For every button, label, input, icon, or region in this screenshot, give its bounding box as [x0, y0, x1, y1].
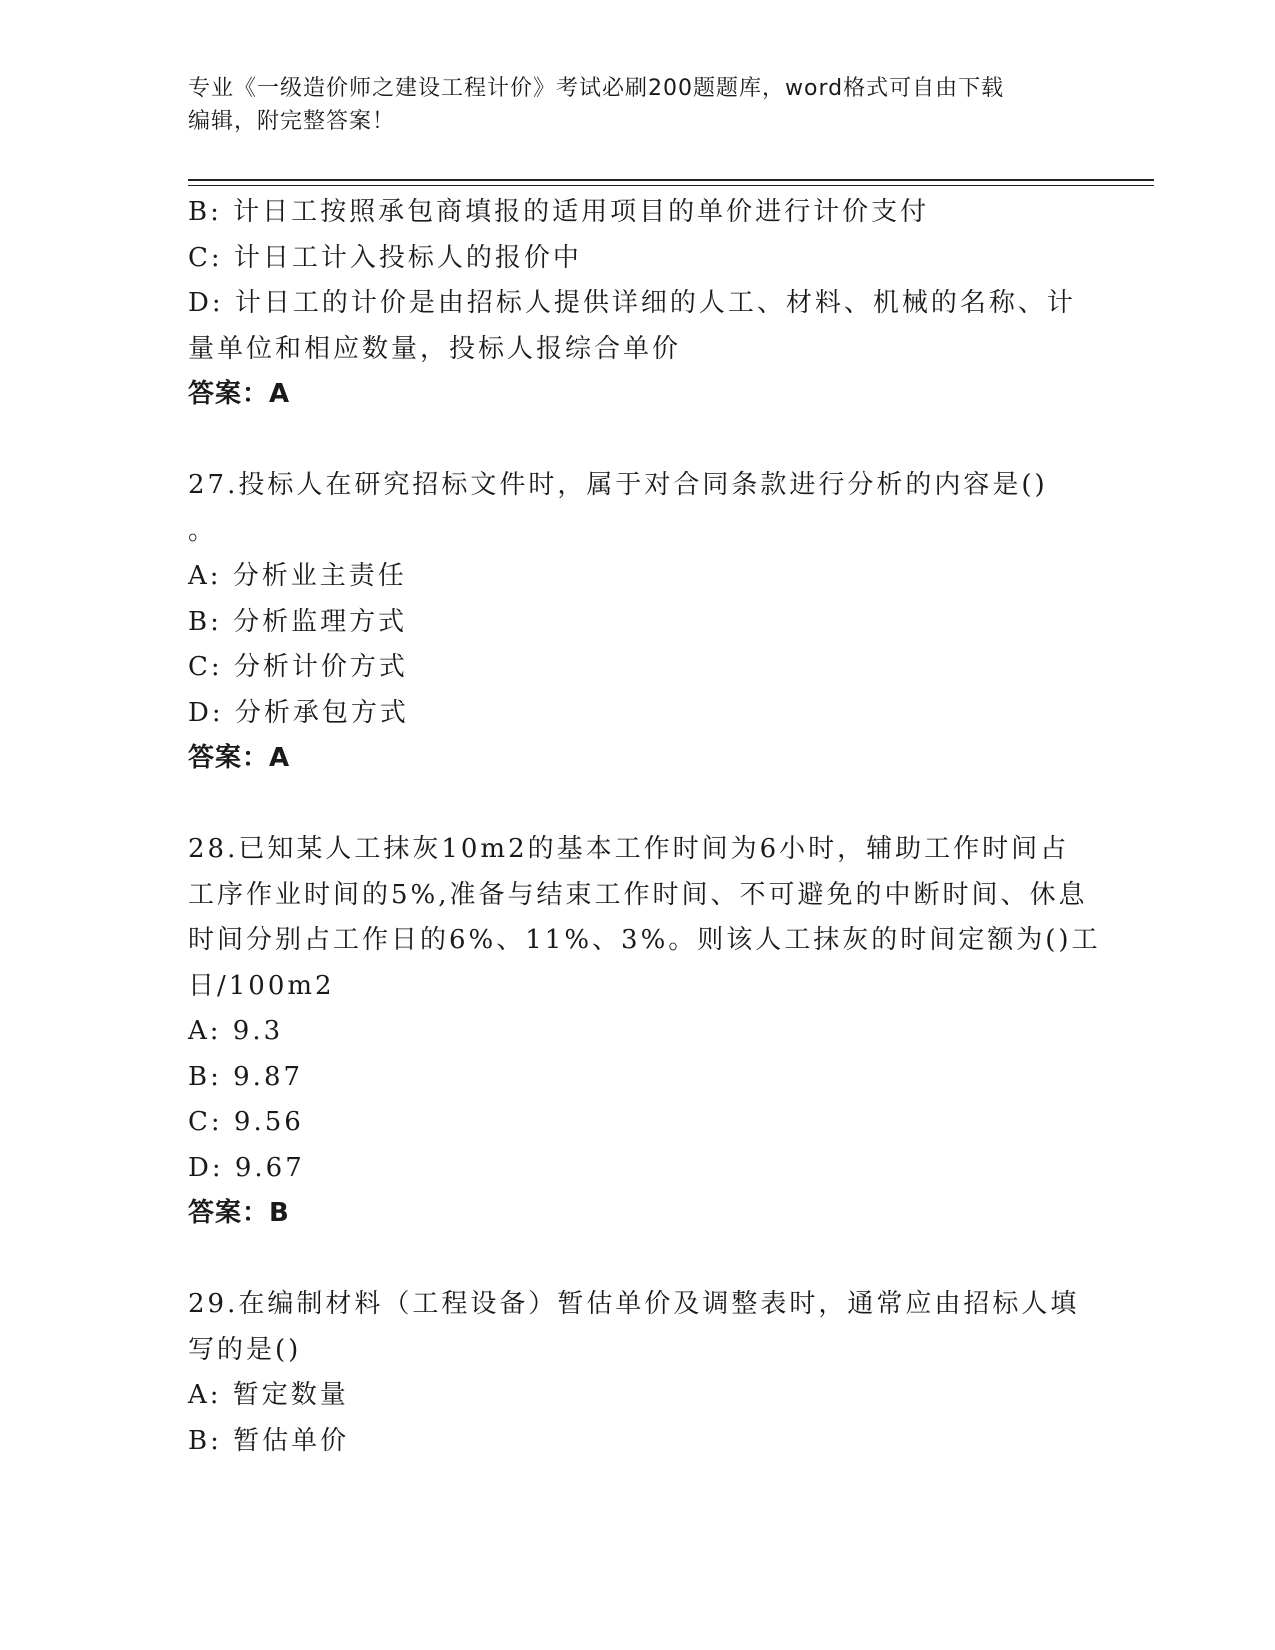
q28-option-d: D: 9.67 — [188, 1152, 305, 1183]
question-28 — [188, 827, 1101, 1237]
q27-option-b: B: 分析监理方式 — [188, 606, 408, 637]
q28-stem-line-4: 日/100m2 — [188, 970, 335, 1001]
q26-answer: 答案：A — [188, 379, 291, 409]
q28-stem-line-3: 时间分别占工作日的6%、11%、3%。则该人工抹灰的时间定额为()工 — [188, 925, 1101, 955]
q28-stem-line-2: 工序作业时间的5%,准备与结束工作时间、不可避免的中断时间、休息 — [188, 879, 1088, 910]
q27-option-d: D: 分析承包方式 — [188, 697, 409, 728]
q29-stem-line-1: 29.在编制材料（工程设备）暂估单价及调整表时，通常应由招标人填 — [188, 1289, 1080, 1319]
q29-option-b: B: 暂估单价 — [188, 1425, 350, 1456]
header-rule-thin — [188, 185, 1154, 186]
header-rule-thick — [188, 179, 1154, 181]
q26-option-d-line-1: D: 计日工的计价是由招标人提供详细的人工、材料、机械的名称、计 — [188, 288, 1076, 318]
q27-option-c: C: 分析计价方式 — [188, 652, 408, 682]
q27-stem-line-2: 。 — [188, 515, 218, 546]
header-line-2: 编辑，附完整答案！ — [188, 109, 396, 134]
q28-option-b: B: 9.87 — [188, 1061, 304, 1092]
q28-stem-line-1: 28.已知某人工抹灰10m2的基本工作时间为6小时，辅助工作时间占 — [188, 834, 1070, 864]
question-list — [188, 190, 1101, 1464]
q27-stem-line-1: 27.投标人在研究招标文件时，属于对合同条款进行分析的内容是() — [188, 470, 1048, 500]
q26-option-c: C: 计日工计入投标人的报价中 — [188, 242, 582, 273]
spacer — [188, 418, 1088, 464]
question-29 — [188, 1282, 1088, 1464]
q28-answer: 答案：B — [188, 1198, 290, 1228]
question-26-tail — [188, 190, 1088, 418]
spacer — [188, 782, 1088, 828]
question-27 — [188, 463, 1088, 782]
header-line-1: 专业《一级造价师之建设工程计价》考试必刷200题题库，word格式可自由下载 — [188, 76, 1005, 101]
q27-answer: 答案：A — [188, 743, 291, 773]
q26-option-b: B: 计日工按照承包商填报的适用项目的单价进行计价支付 — [188, 197, 930, 227]
q29-option-a: A: 暂定数量 — [188, 1380, 349, 1410]
q26-option-d-line-2: 量单位和相应数量，投标人报综合单价 — [188, 333, 682, 364]
q29-stem-line-2: 写的是() — [188, 1334, 302, 1365]
spacer — [188, 1237, 1088, 1283]
q28-option-c: C: 9.56 — [188, 1107, 304, 1137]
q28-option-a: A: 9.3 — [188, 1016, 284, 1046]
document-header — [188, 72, 1068, 138]
q27-option-a: A: 分析业主责任 — [188, 561, 407, 591]
